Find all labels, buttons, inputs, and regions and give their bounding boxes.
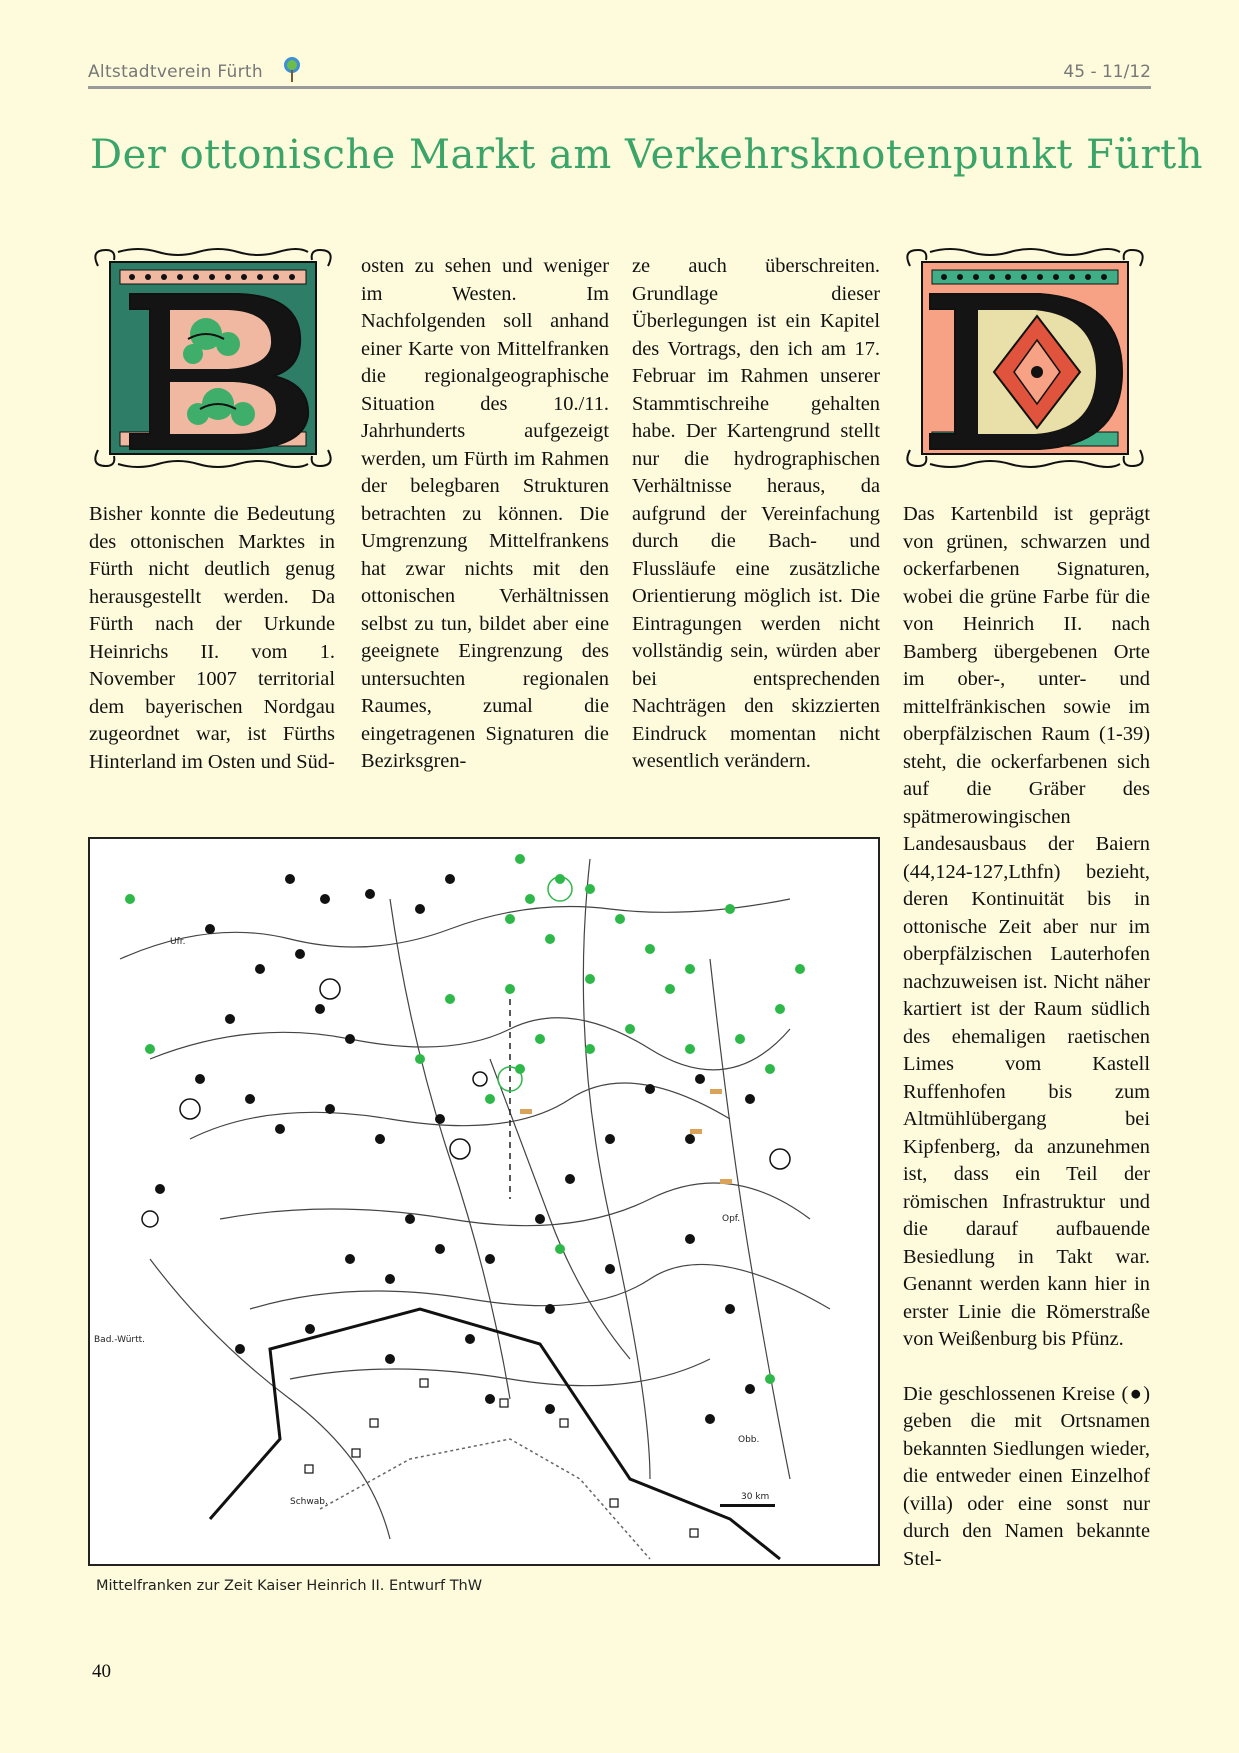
decorated-initial-d <box>900 244 1150 472</box>
map-label-opf: Opf. <box>722 1214 741 1224</box>
map-scale-label: 30 km <box>741 1492 770 1502</box>
article-title: Der ottonische Markt am Verkehrsknotenpunkt Fürth <box>90 132 1204 178</box>
map-caption: Mittelfranken zur Zeit Kaiser Heinrich II. Entwurf ThW <box>96 1578 483 1594</box>
column-4 <box>903 501 1150 1573</box>
decorated-initial-b <box>88 244 338 472</box>
column-1-text: Bisher konnte die Bedeutung des ottonischen Marktes in Fürth nicht deutlich genug herausgestellt werden. Da Fürth nach der Urkunde Heinrichs II. vom 1. November 1007 territorial dem bayerischen Nordgau zugeordnet war, ist Fürths Hinterland im Osten und Süd- <box>89 503 335 773</box>
map-label-obb: Obb. <box>738 1435 760 1445</box>
map-drawing <box>90 839 878 1564</box>
column-4-paragraph-1: Das Kartenbild ist geprägt von grünen, schwarzen und ockerfarbenen Signaturen, wobei die grüne Farbe für die von Heinrich II. nach Bamberg übergebenen Orte im ober-, unter- und mittelfränkischen sowie im oberpfälzischen Raum (1-39) steht, die ockerfarbenen sich auf die Gräber des spätmerowingischen Landesausbaus der Baiern (44,124-127,Lthfn) bezieht, deren Kontinuität bis in ottonische Zeit aber nur im oberpfälzischen Lauterhofen nachzuweisen ist. Nicht näher kartiert ist der Raum südlich des ehemaligen raetischen Limes vom Kastell Ruffenhofen bis zum Altmühlübergang bei Kipfenberg, da anzunehmen ist, dass ein Teil der römischen Infrastruktur und die darauf aufbauende Besiedlung in Takt war. Genannt werden kann hier in erster Linie die Römerstraße von Weißenburg bis Pfünz. <box>903 503 1150 1350</box>
column-3 <box>632 253 880 776</box>
header-rule <box>88 86 1151 89</box>
header-publication: Altstadtverein Fürth <box>88 62 263 82</box>
map-figure <box>88 837 880 1566</box>
map-label-bad-wuertt: Bad.-Württ. <box>94 1335 146 1345</box>
column-2-text: osten zu sehen und weniger im Westen. Im Nachfolgenden soll anhand einer Karte von Mittelfranken die regionalgeographische Situation des 10./11. Jahrhunderts aufgezeigt werden, um Fürth im Rahmen der belegbaren Strukturen betrachten zu können. Die Umgrenzung Mittelfrankens hat zwar nichts mit den ottonischen Verhältnissen selbst zu tun, bildet aber eine geeignete Eingrenzung des untersuchten regionalen Raumes, zumal die eingetragenen Signaturen die Bezirksgren- <box>361 255 609 772</box>
green-settlement-dots <box>125 854 805 1384</box>
map-label-ufr: Ufr. <box>170 937 186 947</box>
column-4-paragraph-2: Die geschlossenen Kreise (●) geben die mit Ortsnamen bekannten Siedlungen wieder, die entweder einen Einzelhof (villa) oder eine sonst nur durch den Namen bekannte Stel- <box>903 1382 1150 1570</box>
tree-logo-icon <box>282 56 302 84</box>
limes-line <box>210 1309 780 1559</box>
river-lines <box>120 859 830 1539</box>
column-3-text: ze auch überschreiten. Grundlage dieser Überlegungen ist ein Kapitel des Vortrags, den ich am 17. Februar im Rahmen unserer Stammtischreihe gehalten habe. Der Kartengrund stellt nur die hydrographischen Verhältnisse heraus, da aufgrund der Vereinfachung durch die Bach- und Flussläufe eine zusätzliche Orientierung möglich ist. Die Eintragungen werden nicht vollständig sein, würden aber bei entsprechenden Nachträgen den skizzierten Eindruck momentan nicht wesentlich verändern. <box>632 255 880 772</box>
map-scale-bar <box>720 1504 775 1507</box>
black-settlement-dots <box>155 874 755 1424</box>
column-2 <box>361 253 609 776</box>
column-1 <box>89 501 335 776</box>
map-label-schwab: Schwab. <box>290 1497 328 1507</box>
page-number: 40 <box>92 1661 111 1682</box>
header-issue: 45 - 11/12 <box>1063 62 1151 82</box>
